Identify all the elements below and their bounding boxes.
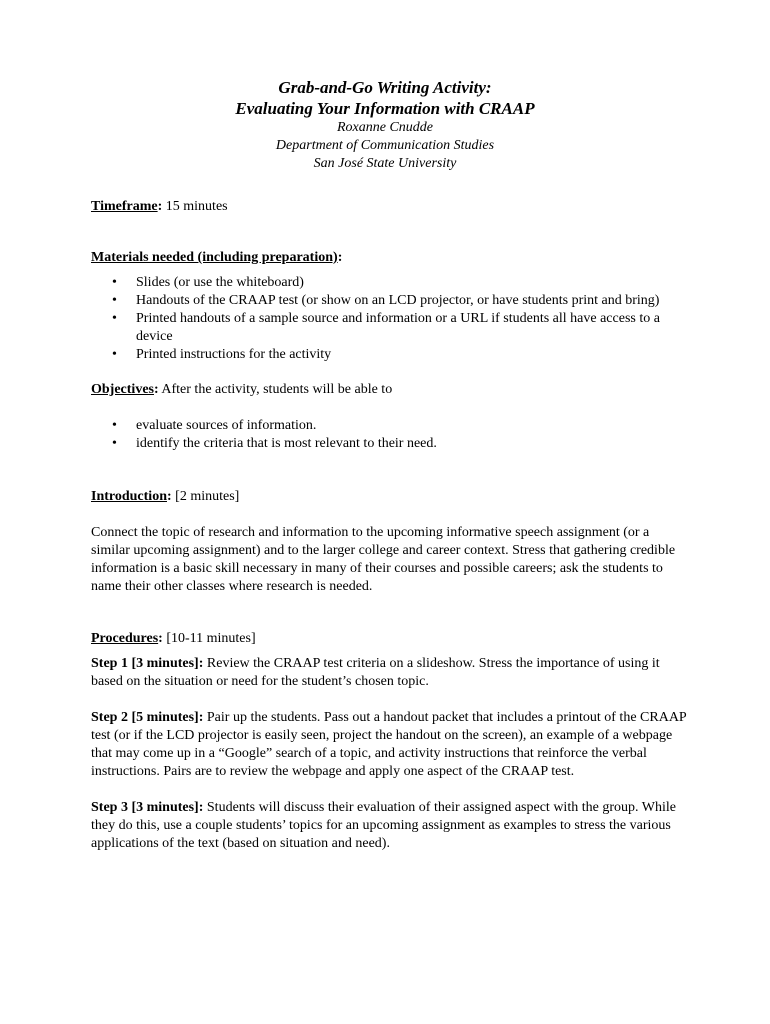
document-header	[0, 77, 770, 173]
title-line-2: Evaluating Your Information with CRAAP	[235, 99, 535, 118]
step-3-text: Students will discuss their evaluation of their assigned aspect with the group. While they do this, use a couple students’ topics for an upcoming assignment as examples to stress the various applications of the text (based on situation and need).	[91, 800, 676, 851]
title-line-1: Grab-and-Go Writing Activity:	[278, 78, 492, 97]
document-body	[91, 198, 691, 853]
timeframe-label: Timeframe	[91, 199, 158, 214]
list-item: • Printed handouts of a sample source and information or a URL if students all have access to a device	[91, 310, 691, 346]
list-item: • evaluate sources of information.	[91, 417, 691, 435]
list-item: • identify the criteria that is most relevant to their need.	[91, 435, 691, 453]
timeframe-value: 15 minutes	[165, 199, 228, 214]
step-2-text: Pair up the students. Pass out a handout packet that includes a printout of the CRAAP test (or if the LCD projector is easily seen, project the handout on the screen), an example of a webpage that may come up in a “Google” search of a topic, and activity instructions that reinforce the verbal instructions. Pairs are to review the webpage and apply one aspect of the CRAAP test.	[91, 710, 687, 779]
timeframe-line: Timeframe: 15 minutes	[91, 199, 228, 214]
objectives-list	[91, 417, 691, 453]
department-name: Department of Communication Studies	[275, 138, 495, 153]
objectives-text: After the activity, students will be able to	[161, 382, 393, 397]
materials-list	[91, 274, 691, 364]
author-name: Roxanne Cnudde	[336, 120, 434, 135]
introduction-text: Connect the topic of research and information to the upcoming informative speech assignment (or a similar upcoming assignment) and to the larger college and career context. Stress that gathering credible information is a basic skill necessary in many of their courses and possible careers; ask the students to name their other classes where research is needed.	[91, 525, 676, 594]
list-item: • Printed instructions for the activity	[91, 346, 691, 364]
introduction-label: Introduction	[91, 489, 167, 504]
procedure-step-3	[91, 799, 691, 853]
procedures-label: Procedures	[91, 631, 159, 646]
objectives-label: Objectives	[91, 382, 154, 397]
objectives-line: Objectives: After the activity, students will be able to	[91, 382, 393, 397]
list-item: • Handouts of the CRAAP test (or show on an LCD projector, or have students print and bring)	[91, 292, 691, 310]
step-2-lead: Step 2 [5 minutes]:	[91, 710, 204, 725]
introduction-duration: [2 minutes]	[175, 489, 240, 504]
step-3-lead: Step 3 [3 minutes]:	[91, 800, 204, 815]
materials-label: Materials needed (including preparation)	[91, 250, 338, 265]
introduction-heading: Introduction: [2 minutes]	[91, 489, 240, 504]
procedures-heading: Procedures: [10-11 minutes]	[91, 631, 256, 646]
university-name: San José State University	[313, 156, 457, 171]
procedure-step-1	[91, 655, 691, 691]
procedure-step-2	[91, 709, 691, 781]
list-item: • Slides (or use the whiteboard)	[91, 274, 691, 292]
procedures-duration: [10-11 minutes]	[166, 631, 256, 646]
materials-heading: Materials needed (including preparation):	[91, 250, 343, 265]
step-1-lead: Step 1 [3 minutes]:	[91, 656, 204, 671]
step-1-text: Review the CRAAP test criteria on a slideshow. Stress the importance of using it based on the situation or need for the student’s chosen topic.	[91, 656, 660, 689]
